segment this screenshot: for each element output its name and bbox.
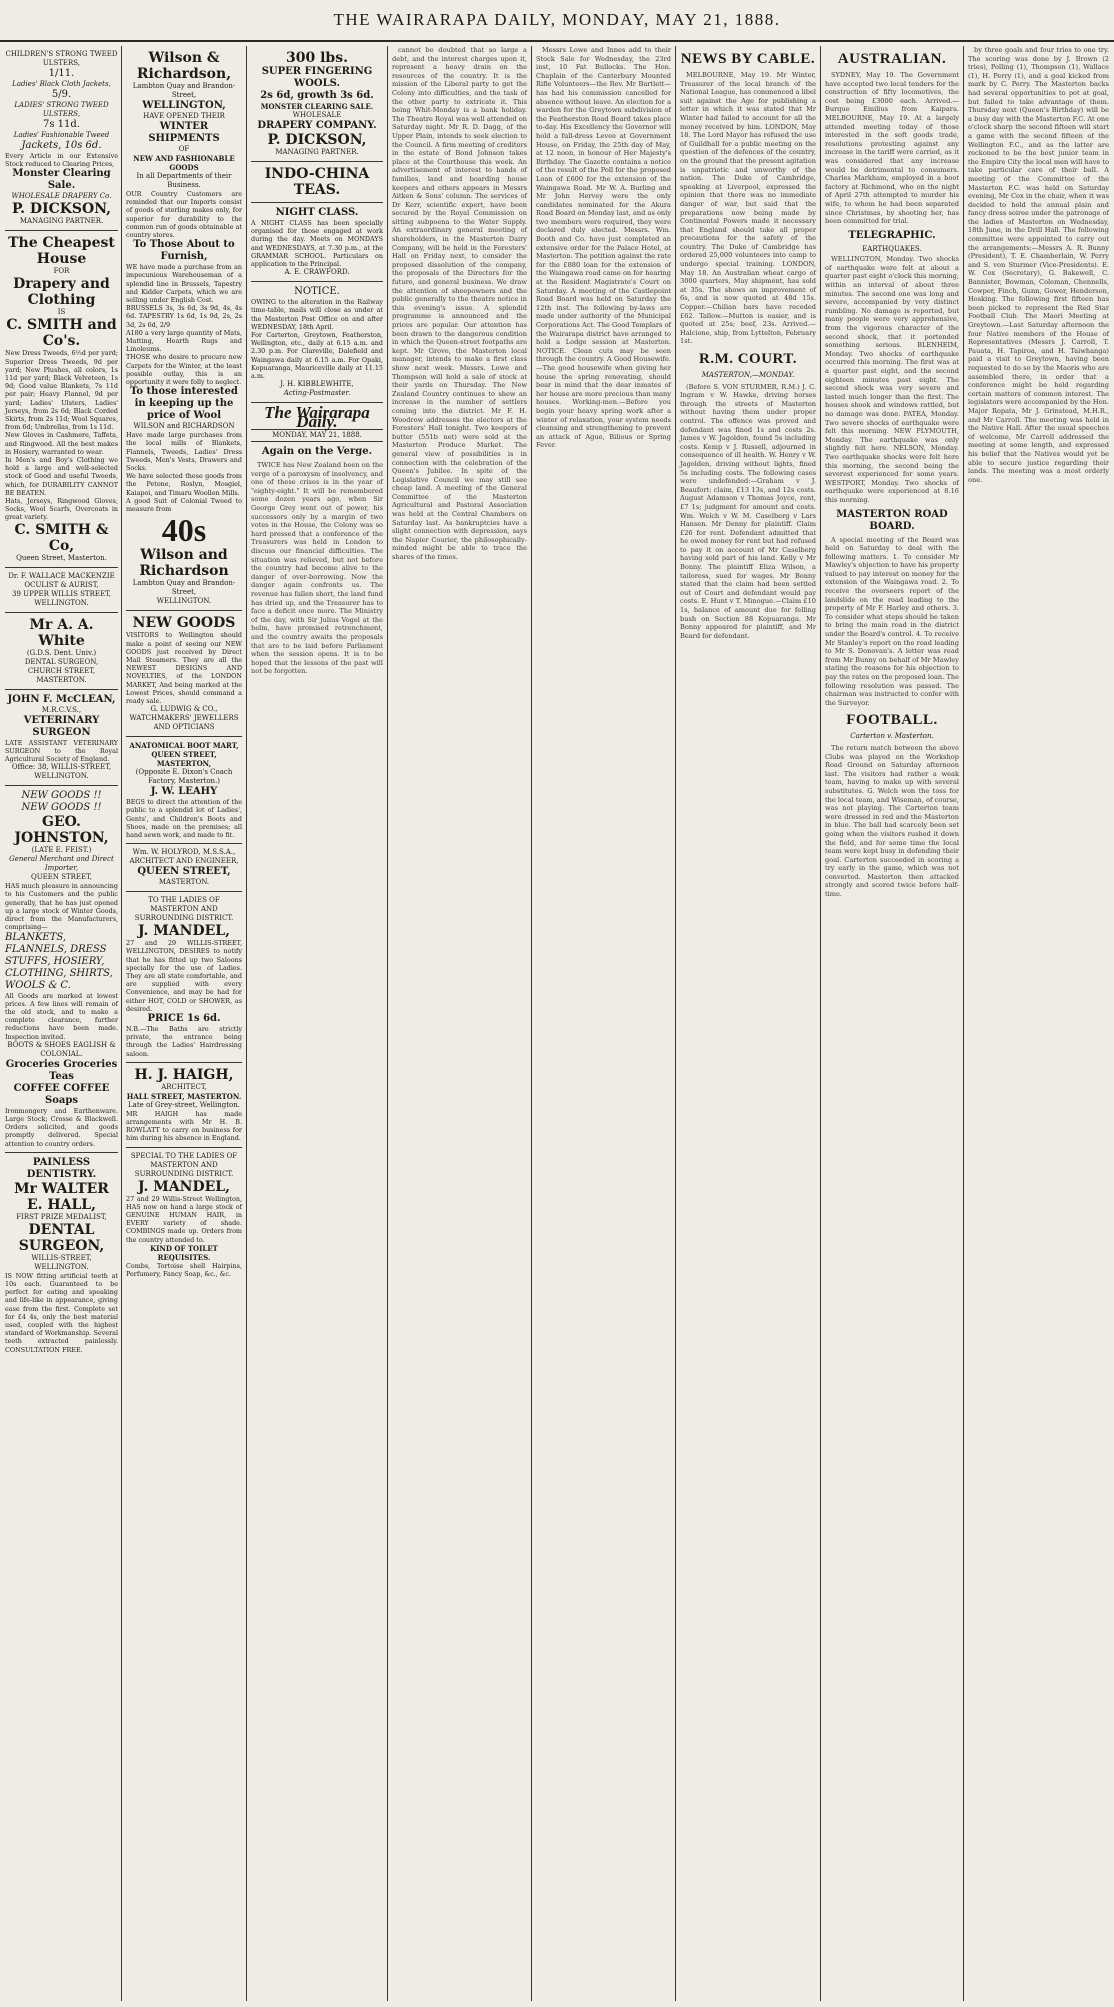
section-heading-court: R.M. COURT.	[698, 351, 798, 367]
ad-headline: Soaps	[45, 1094, 78, 1106]
ad-headline: NOTICE.	[294, 286, 340, 298]
ad-name: H. J. HAIGH,	[134, 1066, 234, 1083]
advert-night-class	[251, 203, 383, 282]
section-heading-football: FOOTBALL.	[846, 712, 938, 729]
ad-headline: NEW GOODS !!	[21, 790, 102, 802]
ad-price: 2s 6d, growth 3s 6d.	[260, 90, 374, 101]
section-heading-cable: NEWS BY CABLE.	[680, 51, 816, 67]
column-6	[677, 46, 819, 2001]
ad-line: ULSTERS,	[42, 59, 81, 67]
ad-body: A180 a very large quantity of Mats, Matting, Hearth Rugs and Linoleums.	[126, 328, 242, 354]
ad-line: Lambton Quay and Brandon-Street,	[132, 579, 236, 597]
ad-body: OWING to the alteration in the Railway time-table, mails will close as under at the Masterton Post Office on and after WEDNESDAY, 18th April.	[251, 298, 383, 331]
advert-mandel-hair	[126, 1148, 242, 1283]
ad-line: OCULIST & AURIST,	[24, 580, 99, 589]
ad-body: N.B.—The Baths are strictly private, the entrance being through the Ladies' Hairdressing saloon.	[126, 1024, 242, 1058]
ad-price: 7s 11d.	[43, 119, 80, 130]
ad-line: ARCHITECT AND ENGINEER,	[129, 857, 239, 866]
ad-line: Queen Street, Masterton.	[16, 553, 107, 562]
ad-headline: INDO-CHINA TEAS.	[264, 166, 370, 198]
ad-body: We have selected these goods from the Petone, Roslyn, Mosgiel, Kaiapoi, and Timaru Woollen Mills.	[126, 472, 242, 497]
ad-line: Ladies' Fashionable Tweed	[13, 131, 110, 139]
ad-line: WATCHMAKERS' JEWELLERS AND OPTICIANS	[129, 714, 239, 732]
court-body: (Before S. VON STURMER, R.M.) J. C. Ingram v W. Hawke, driving horses through the streets of Masterton without having them under proper control. The offence was proved and defendant was fined 1s and costs 2s. James v W. Jagolden, found 5s including costs. Kemp v J. Russell, adjourned in consequence of ill health. W. Henry v W. Jagolden, driving without lights, fined 5s including costs. The following cases were undefended:—Graham v J. Beaufort: claim, £13 13s, and 12s costs. August Adamson v Thomas Joyce, rent, £7 1s; judgment for amount and costs. Wm. Welch v W. M. Caselberg v Lars Hansen. Mr Denny for plaintiff. Claim £26 for rent. Defendant admitted that he owed money for rent but had refused to pay it on account of Mr Caselberg having sold part of his land. Kelly v Mr Bonny. The plaintiff Eliza Wilson, a tailoress, sued for wages. Mr Bonny stated that the claim had been settled out of Court and defendant would pay costs. E. Hunt v T. Minogue.—Claim £10 1s, balance of amount due for felling bush on Section 88 Kopuaranga. Mr Bonny appeared for plaintiff, and Mr Beard for defendant.	[680, 382, 816, 640]
cable-news-body: MELBOURNE, May 19. Mr Winter, Treasurer of the local branch of the National League, has commenced a libel suit against the Age for publishing a letter in which it was stated that Mr Winter had failed to account for all the money received by him. LONDON, May 18. The Lord Mayor has refused the use of Guildhall for a public meeting on the question of the defences of the country, on the ground that the present agitation is unpatriotic and unworthy of the nation. The Duke of Cambridge, speaking at Liverpool, expressed the opinion that there was no immediate danger of war, but said that the preparations now being made by Continental Powers made it necessary that England should take all proper precautions for the safety of the country. The Duke of Cambridge has ordered 25,000 volunteers into camp to undergo special training. LONDON, May 18. An Australian wheat cargo of 3000 quarters, May shipment, has sold at 35s. The shows an improvement of 6s, and is now quoted at 48d 15s. Copper.—Chilian bars have receded £62. Tallow.—Mutton is easier, and is quoted at 25s; beef, 23s. Arrived.—Halcione, ship, from Lyttelton, February 1st.	[680, 71, 816, 346]
ad-body: Every Article in our Extensive Stock reduced to Clearing Prices,	[5, 152, 118, 169]
ad-headline: NEW GOODS !!	[21, 802, 102, 814]
ad-headline: NIGHT CLASS.	[275, 207, 359, 218]
ad-name: Mr A. A. White	[29, 616, 94, 649]
ad-headline: To those interested in keeping up the price of Wool	[130, 386, 238, 422]
masthead	[0, 0, 1114, 42]
ad-headline: Groceries Groceries	[5, 1058, 118, 1070]
ad-body: New Dress Tweeds, 6½d per yard; Superior Dress Tweeds, 9d per yard; New Plushes, all colors, 1s 11d per yard; Black Velveteen, 1s 9d; Good value Blankets, 7s 11d per pair; Heavy Flannel, 9d per yard; Ladies' Ulsters, Ladies' Jerseys, from 2s 6d; Black Corded Skirts, from 2s 11d; Wool Squares, from 6d; Umbrellas, from 1s 11d.	[5, 349, 118, 432]
column-rule	[531, 46, 532, 2001]
ad-line: DENTAL SURGEON,	[24, 657, 99, 666]
ad-body: BRUSSELS 3s, 3s 6d, 3s 9d, 4s, 4s 6d. TAPESTRY 1s 6d, 1s 9d, 2s, 2s 3d, 2s 6d, 2/9	[126, 304, 242, 329]
ad-line: SPECIAL TO THE LADIES OF MASTERTON AND SURROUNDING DISTRICT.	[130, 1151, 238, 1178]
ad-price: 1/11.	[48, 68, 75, 79]
ad-body: New Gloves in Cashmere, Taffeta, and Ringwood. All the best makes in Hosiery, warranted to wear.	[5, 431, 118, 456]
ad-body: 27 and 29 Willis-Street Wellington, HAS now on hand a large stock of GENUINE HUMAN HAIR, in EVERY variety of shade. COMBINGS made up. Orders from the country attended to.	[126, 1194, 242, 1244]
ad-line: Late of Grey-street, Wellington.	[128, 1100, 240, 1109]
column-8	[965, 46, 1112, 2001]
ad-body: OUR Country Customers are reminded that our Imports consist of goods of sterling makes only, for superior for durability to the common run of goods obtainable at country stores.	[126, 190, 242, 240]
ad-headline: DENTAL SURGEON,	[18, 1221, 105, 1254]
advert-johnston	[5, 786, 118, 1152]
ad-body: For Carterton, Greytown, Featherston, Wellington, etc., daily at 6.15 a.m. and 2.30 p.m. For Clareville, Dalefield and Waingawa daily at 6.15 a.m. For Opaki, Kopuaranga, Mauriceville daily at 11.15 a.m.	[251, 331, 383, 381]
ad-line: WELLINGTON,	[142, 100, 226, 111]
ad-body: WE have made a purchase from an impecunious Warehouseman of a splendid line in Brussels, Tapestry and Kidder Carpets, which we are selling under English Cost.	[126, 263, 242, 305]
ad-body: All Goods are marked at lowest prices. A few lines will remain of the old stock, and to make a complete clearance, further reductions have been made. Inspection invited.	[5, 991, 118, 1041]
ad-name: Wm. W. HOLYROD, M.S.S.A.,	[132, 848, 236, 857]
advert-wilson-richardson	[126, 46, 242, 611]
advert-ludwig	[126, 611, 242, 737]
advert-painless-dentistry	[5, 1153, 118, 1358]
ad-line: G. LUDWIG & CO.,	[150, 705, 218, 714]
ad-line: FOR	[53, 267, 70, 276]
ad-headline: Teas	[49, 1070, 74, 1082]
ad-body: BEGS to direct the attention of the public to a splendid lot of Ladies', Gents', and Children's Boots and Shoes, made on the premises; all hand sewn work, and made to fit.	[126, 798, 242, 839]
ad-line: In all Departments of their Business.	[136, 172, 232, 189]
masthead-title: THE WAIRARAPA DAILY, MONDAY, MAY 21, 1888.	[333, 10, 781, 29]
advert-fingering-wools	[251, 46, 383, 162]
ad-line: Office: 38, WILLIS-STREET, WELLINGTON.	[11, 763, 112, 781]
section-heading-telegraphic: TELEGRAPHIC.	[848, 229, 936, 241]
ad-headline: PAINLESS DENTISTRY.	[26, 1156, 97, 1180]
ad-body: HAS much pleasure in announcing to his Customers and the public generally, that he has just opened up a large stock of Winter Goods, direct from the Manufacturers, comprising—	[5, 882, 118, 932]
ad-name: P. DICKSON,	[11, 201, 112, 218]
ad-line: HAVE OPENED THEIR	[143, 112, 225, 120]
ad-line: CHURCH STREET, MASTERTON.	[27, 666, 96, 684]
editorial-heading: Again on the Verge.	[261, 446, 373, 458]
ad-line: QUEEN STREET,	[137, 866, 231, 878]
advert-indo-china-teas	[251, 162, 383, 203]
court-subheading: MASTERTON,—MONDAY.	[701, 371, 795, 379]
ad-headline: The Cheapest House	[8, 235, 115, 268]
football-body: The return match between the above Clubs was played on the Workshop Road Ground on Saturday afternoon last. The visitors had rather a weak team, having to make up with several substitutes. G. Welch won the toss for the local team, and Wiseman, of course, was not playing. The Carterton team were dressed in red and the Masterton in blue. The ball had scarcely been set going when the visitors rushed it down the field, and for some time the local team were kept busy in defending their goal. Carterton succeeded in scoring a try early in the game, which was not converted. Masterton then attacked strongly and scored twice before half-time.	[825, 743, 959, 899]
ad-headline: Drapery and Clothing	[13, 276, 110, 309]
ad-name: Mr WALTER E. HALL,	[14, 1180, 109, 1213]
ad-line: OF	[178, 145, 190, 153]
ad-name: C. SMITH and Co's.	[6, 317, 117, 350]
local-news-body: cannot be doubted that so large a debt, and the interest charges upon it, represent a heavy drain on the resources of the country. It is the mission of the Liberal party to get the Colony into difficulties, and the task of the other party to extricate it. This being Whit-Monday is a bank holiday. The Theatre Royal was well attended on Saturday night. Mr R. D. Dagg, of the Upper Plain, intends to seek election to the Council. A firm meeting of creditors in the estate of Bond Johnson takes place at the Courthouse this week. An advertisement of interest to hands of families, land and boarding house keepers and others appears in Messrs Aitken & Sons' column. The services of Dr Kerr, scientific expert, have been secured by the Royal Commission on sitting subpoena to the Water Supply. An extraordinary general meeting of shareholders, in the Masterton Dairy Company, will be held in the Foresters' Hall on Friday next, to consider the proposed dissolution of the company, the proposals of the Directors for the future, and general business. We draw the attention of sheepowners and the public generally to the theatre notice in this evening's issue. A splendid programme is announced and the prices are popular. Our attention has been drawn to the dangerous condition in which the Queen-street footpaths are kept. Mr Grove, the Masterton local manager, intends to make a first class show next week. Messrs. Lowe and Thompson will hold a sale of stock at their yards on Thursday. The New Zealand Country continues to shew an increase in the number of settlers coming into the district. Mr F. H. Woodrow addresses the electors at the Foresters' Hall tonight. Two keepers of butter (551b net) were sold at the Masterton Produce Market. The general view of possibilities is in connection with the celebration of the Queen's Jubilee. In spite of the Legislative Council we may still see cheap land. A meeting of the General Committee of the Masterton Agricultural and Pastoral Association was held at the Central Chambers on Saturday last. As bankruptcies have a slight connection with depression, says the Napier Courier, the philosophically-minded might be able to trace the shares of the times.	[392, 46, 527, 562]
column-3	[248, 46, 386, 2001]
ad-price: 40s	[161, 512, 207, 549]
ad-line: NEW AND FASHIONABLE GOODS	[133, 154, 235, 172]
section-heading-australian: AUSTRALIAN.	[837, 51, 947, 67]
column-5	[533, 46, 674, 2001]
ad-line: HALL STREET, MASTERTON.	[126, 1091, 242, 1101]
advert-haigh	[126, 1063, 242, 1148]
ad-line: MONSTER CLEARING SALE.	[260, 102, 374, 111]
column-rule	[121, 46, 122, 2001]
ad-body: A good Suit of Colonial Tweed to measure from	[126, 496, 242, 514]
ad-line: A. E. CRAWFORD.	[284, 268, 350, 277]
ad-line: MANAGING PARTNER.	[19, 217, 104, 226]
road-board-body: A special meeting of the Board was held on Saturday to deal with the following matters. 1. To consider Mr Mawley's objection to have his property valued to pay interest on money for the extension of the Waingawa road. 2. To receive the overseers report of the landslide on the road leading to the property of Mr F. Harley and others. 3. To consider what steps should be taken to bring the main road in the district under the Board's control. 4. To receive Mr Stanley's report on the road leading to Mr S. Donovan's. A letter was read from Mr Bunny on behalf of Mr Mawley stating the reasons for his objection to pay the rates on the proposed loan. The following resolution was passed. The chairman was instructed to confer with the Surveyor.	[825, 535, 959, 707]
earthquakes-body: WELLINGTON, Monday. Two shocks of earthquake were felt at about a quarter past eight o'clock this morning, within an interval of about three minutes. The second one was long and severe, accompanied by very distinct rumbling. No damage is reported, but many people were very apprehensive, from the vigorous character of the second shock, that it portended something serious. BLENHEIM, Monday. Two shocks of earthquake occurred this morning. The first was at a quarter past eight, and the second eighteen minutes past eight. The second shock was very severe and lasted much longer than the first. The houses shook and windows rattled, but no damage was done. PATEA, Monday. Two severe shocks of earthquake were felt this morning. NEW PLYMOUTH, Monday. The earthquake was only slightly felt here. NELSON, Monday. Two earthquake shocks were felt here this morning, the second being the severest experienced for some years. WESTPORT, Monday. Two shocks of earthquake were experienced at 8.16 this morning.	[825, 255, 959, 504]
ad-headline: NEW GOODS	[132, 615, 236, 632]
ad-body: Have made large purchases from the local mills of Blankets, Flannels, Tweeds, Ladies' Dress Tweeds, Men's Vests, Drawers and Socks.	[126, 431, 242, 473]
ad-line: MASTERTON.	[158, 878, 210, 887]
ad-line: WHOLESALE	[292, 111, 342, 119]
ad-body: VISITORS to Wellington should make a point of seeing our NEW GOODS just received by Direct Mail Steamers. They are all the NEWEST DESIGNS AND NOVELTIES, of the LONDON MARKET, And being marked at the Lowest Prices, should command a ready sale.	[126, 631, 242, 705]
ad-body: 27 and 29 WILLIS-STREET, WELLINGTON, DESIRES to notify that he has fitted up two Saloons specially for the use of Ladies. They are all state comfortable, and are supplied with every Convenience, and may be had for either HOT, COLD or SHOWER, as desired.	[126, 939, 242, 1013]
ad-line: CHILDREN'S STRONG TWEED	[5, 50, 118, 58]
local-news-body: Messrs Lowe and Innes add to their Stock Sale for Wednesday, the 23rd inst, 10 Fat Bullocks. The Hon. Chaplain of the Canterbury Mounted Rifle Volunteers—the Rev. Mr Bartlett—has had his commission cancelled for absence without leave. An election for a warden for the Greytown subdivision of the Featherston Road Board takes place to-day. His Excellency the Governor will hold a full-dress Levee at Government House, on Friday, the 25th day of May, at 12 noon, in honour of Her Majesty's Birthday. The Gazette contains a notice of the result of the Poll for the proposed Loan of £600 for the extension of the Waingawa Road. Mr W. A. Burling and Mr John Hervey were the only candidates nominated for the Akura Road Board on Monday last, and as only two members were required, they were declared duly elected. Messrs. Wm. Booth and Co. have just completed an extensive order for the Palace Hotel, at Masterton. The petition against the rate for the £880 loan for the extension of the Waingawa road came on for hearing at the Resident Magistrate's Court on Saturday. A meeting of the Castlepoint Road Board was held on Saturday the 12th inst. The following by-laws are made under authority of the Municipal Corporations Act. The Good Templars of the Wairarapa district have arranged to hold a Lodge session at Masterton. NOTICE. Clean cuts may be seen through the country. A Good Housewife.—The good housewife when giving her house the spring renovating, should bear in mind that the dear inmates of her house are more precious than many houses. Working-men.—Before you begin your heavy spring work after a winter of relaxation, your system needs cleansing and strengthening to prevent an attack of Ague, Bilious or Spring Fever.	[536, 46, 671, 450]
ad-line: WHOLESALE DRAPERY Co.	[11, 192, 112, 201]
ad-line: FIRST PRIZE MEDALIST,	[16, 1212, 107, 1221]
ad-headline: SUPER FINGERING WOOLS.	[261, 66, 373, 89]
ad-line: Ladies' Black Cloth Jackets,	[12, 80, 111, 88]
ad-headline: ANATOMICAL BOOT MART, QUEEN STREET, MASTERTON,	[129, 741, 239, 769]
ad-body: MR HAIGH has made arrangements with Mr H. B. ROWLATT to carry on business for him during his absence in England.	[126, 1109, 242, 1143]
sport-and-maori-meeting-body: by three goals and four tries to one try. The scoring was done by J. Brown (2 tries), Polling (1), Thompson (1), Wallace (1), H. Perry (1), and a goal kicked from mark by C. Perry. The Masterton backs had several opportunities to pot at goal, but failed to take advantage of them. Thursday next (Queen's Birthday) will be a busy day with the Masterton F.C. At one o'clock sharp the second fifteen will start a game with the second fifteen of the Wellington F.C., and as the latter are reckoned to be the best junior team in the Empire City the local men will have to take particular care of their ball. A meeting of the Committee of the Masterton F.C. was held on Saturday evening, Mr Cox in the chair, when it was decided to hold the annual plain and fancy dress soiree under the patronage of the ladies of Masterton on Wednesday, 18th June, in the Drill Hall. The following committee were appointed to carry out the arrangements:—Messrs A. R. Bunny (President), T. E. Chamberlain, W. Perry and S. von Sturmer (Vice-Presidents). E. W. Cox (Secretary), G. Bakewell, C. Bannister, Bowman, Coleman, Chennells, Cowper, Finch, Gunn, Gower, Henderson, Hosking. The following first fifteen has been picked to represent the Red Star Football Club. The Maori Meeting at Greytown.—Last Saturday afternoon the four Native members of the House of Representatives (Messrs J. Carroll, T. Pauata, H. Tapiroa, and H. Taiwhanga) paid a visit to Greytown, having been requested to do so by the Maoris who are assembled there, in order that a conference might be held regarding certain matters of common interest. The legislators were accompanied by the Hon. Major Ropata, Mr J. Grinstead, M.H.R., and Mr Carroll. The meeting was held in the Native Hall. After the usual speeches of welcome, Mr Carroll addressed the meeting at some length, and expressed his belief that the Natives would yet be able to secure justice regarding their lands. The meeting was a most orderly one.	[968, 46, 1109, 484]
ad-body: In Men's and Boy's Clothing we hold a large and well-selected stock of Good and useful Tweeds, which, for DURABILITY CANNOT BE BEATEN.	[5, 456, 118, 497]
ad-line: 39 UPPER WILLIS STREET, WELLINGTON.	[12, 589, 111, 607]
ad-name: P. DICKSON,	[267, 132, 367, 148]
ad-line: WELLINGTON.	[156, 597, 212, 606]
ad-line: ARCHITECT,	[161, 1082, 207, 1091]
australian-body: SYDNEY, May 19. The Government have accepted two local tenders for the construction of fifty locomotives, the cost being £3000 each. Arrived.—Burque Emilius from Kaipara. MELBOURNE, May 19. At a largely attended meeting today of those interested in the soft goods trade, resolutions protesting against any increase in the tariff were carried, as it was considered that any increase would be detrimental to consumers. Charles Markham, employed in a boot factory at Richmond, who on the night of April 27th attempted to murder his wife, to whom he had been separated since Christmas, by shooting her, has been committed for trial.	[825, 71, 959, 226]
ad-line: LADIES' STRONG TWEED ULSTERS,	[14, 101, 109, 118]
ad-headline: COFFEE COFFEE	[13, 1082, 110, 1094]
ad-body: Ironmongery and Earthenware. Large Stock; Crosse & Blackwell. Orders solicited, and goods promptly delivered. Special attention to country orders.	[5, 1106, 118, 1148]
advert-boot-mart	[126, 737, 242, 844]
ad-line: Lambton Quay and Brandon-Street,	[132, 82, 236, 99]
column-1	[2, 46, 121, 2001]
ad-name: Wilson and Richardson	[139, 547, 229, 580]
ad-price: 5/9.	[51, 89, 72, 100]
football-subheading: Carterton v. Masterton.	[850, 732, 934, 741]
ad-line: WILSON and RICHARDSON	[133, 422, 235, 431]
ad-name: J. MANDEL,	[138, 923, 230, 940]
column-rule	[963, 46, 964, 2001]
column-rule	[387, 46, 388, 2001]
ad-name: GEO. JOHNSTON,	[14, 814, 109, 847]
ad-headline: 300 lbs.	[286, 50, 348, 66]
ad-line: (Opposite E. Dixon's Coach Factory, Masterton.)	[135, 768, 233, 786]
earthquakes-subheading: EARTHQUAKES.	[862, 244, 922, 253]
ad-headline: VETERINARY SURGEON	[23, 714, 100, 738]
ad-name: J. MANDEL,	[138, 1178, 230, 1195]
ad-headline: To Those About to Furnish,	[133, 239, 235, 263]
paper-nameplate: The Wairarapa Daily.	[264, 403, 370, 431]
column-4	[389, 46, 530, 2001]
column-7	[822, 46, 962, 2001]
advert-drapery-clearance	[5, 46, 118, 231]
ad-line: M.R.C.V.S.,	[41, 705, 82, 714]
ad-price: Jackets, 10s 6d.	[21, 140, 102, 151]
ad-body: IS NOW fitting artificial teeth at 10s each. Guaranteed to be perfect for eating and speaking and life-like in appearance, giving ease from the first. Complete set for £4 4s, only the best material used, coupled with the highest standard of Workmanship. Several teeth extracted painlessly. CONSULTATION FREE.	[5, 1271, 118, 1354]
column-rule	[820, 46, 821, 2001]
ad-name: C. SMITH & Co,	[14, 521, 109, 554]
column-rule	[675, 46, 676, 2001]
ad-line: QUEEN STREET,	[30, 873, 93, 882]
ad-list: BLANKETS, FLANNELS, DRESS STUFFS, HOSIERY, CLOTHING, SHIRTS, WOOLS & C.	[5, 931, 113, 991]
ad-body: Combs, Tortoise shell Hairpins, Perfumery, Fancy Soap, &c., &c.	[126, 1261, 242, 1279]
ad-line: (LATE E. FEIST.)	[31, 846, 92, 855]
advert-postal-notice	[251, 282, 383, 403]
ad-headline: Monster Clearing Sale.	[12, 168, 111, 192]
column-rule	[246, 46, 247, 2001]
ad-line: TO THE LADIES OF MASTERTON AND SURROUNDING DISTRICT.	[134, 896, 234, 923]
issue-date: MONDAY, MAY 21, 1888.	[251, 429, 383, 442]
ad-body: LATE ASSISTANT VETERINARY SURGEON to the Royal Agricultural Society of England.	[5, 738, 118, 764]
editorial-body: TWICE has New Zealand been on the verge of a paroxysm of insolvency, and one of these crises is in the year of "eighty-eight." It will be remembered some dozen years ago, when Sir George Grey went out of power, his successors only by a margin of two votes in the House, the Colony was so hard pressed that a conference of the Treasurers was held in London to discuss our financial difficulties. The situation was relieved, but not before the country had become alive to the danger of over-borrowing. Now the danger again confronts us. The revenue has fallen short, the land fund has dried up, and the Treasurer has to face a deficit once more. The Ministry of the day, with Sir Julius Vogel at the helm, have promised retrenchment, and the country awaits the proposals that are to be laid before Parliament when the session opens. It is to be hoped that the lessons of the past will not be forgotten.	[251, 461, 383, 676]
advert-veterinary	[5, 690, 118, 787]
ad-line: Dr. F. WALLACE MACKENZIE	[8, 571, 115, 580]
advert-oculist	[5, 568, 118, 613]
ad-name: Wilson & Richardson,	[136, 50, 232, 82]
column-2	[123, 46, 245, 2001]
ad-body: THOSE who desire to procure new Carpets for the Winter, at the least possible outlay, this is an opportunity it were folly to neglect.	[126, 353, 242, 387]
ad-line: BOOTS & SHOES EAGLISH & COLONIAL.	[7, 1040, 116, 1058]
ad-line: J. H. KIBBLEWHITE,	[280, 380, 354, 389]
ad-line: KIND OF TOILET REQUISITES.	[150, 1243, 218, 1262]
advert-c-smith	[5, 231, 118, 567]
advert-mandel-baths	[126, 892, 242, 1063]
advert-holyrod	[126, 844, 242, 892]
ad-body: A NIGHT CLASS has been specially organised for those engaged at work during the day. Meets on MONDAYS and WEDNESDAYS, at 7.30 p.m., at the GRAMMAR SCHOOL. Particulars on application to the Principal.	[251, 219, 383, 269]
ad-body: Hats, Jerseys, Ringwood Gloves, Socks, Wool Scarfs, Overcoats in great variety.	[5, 497, 118, 522]
ad-line: Acting-Postmaster.	[283, 389, 351, 398]
ad-line: MANAGING PARTNER.	[275, 148, 359, 156]
ad-line: IS	[57, 308, 66, 317]
ad-line: DRAPERY COMPANY.	[257, 120, 377, 131]
ad-name: JOHN F. McCLEAN,	[7, 693, 116, 705]
ad-line: WILLIS-STREET, WELLINGTON.	[31, 1253, 92, 1271]
section-heading-road-board: MASTERTON ROAD BOARD.	[836, 508, 948, 532]
ad-name: J. W. LEAHY	[150, 786, 218, 798]
ad-price: PRICE 1s 6d.	[147, 1012, 221, 1024]
advert-dentist-white	[5, 613, 118, 690]
ad-line: (G.D.S. Dent. Univ.)	[26, 648, 97, 657]
ad-line: General Merchant and Direct Importer,	[9, 855, 114, 873]
ad-headline: WINTER SHIPMENTS	[148, 121, 220, 144]
